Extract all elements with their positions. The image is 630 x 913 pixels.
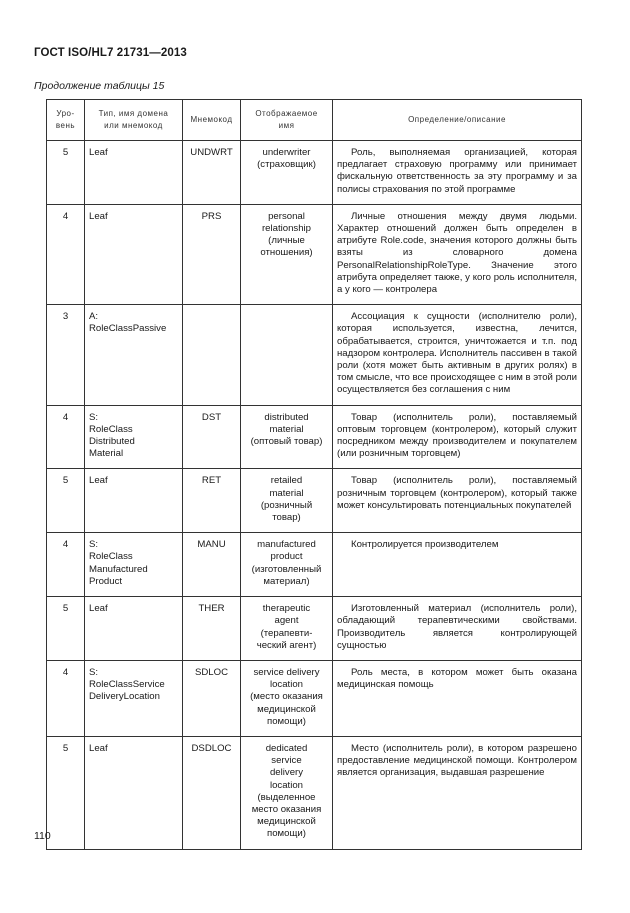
- cell-display-name: manufactured product (изготовленный материал): [241, 533, 333, 597]
- cell-definition: [333, 660, 582, 736]
- cell-domain: Leaf: [85, 597, 183, 661]
- cell-level: 4: [47, 204, 85, 304]
- table-row: [47, 305, 582, 405]
- cell-domain: Leaf: [85, 141, 183, 205]
- cell-mnemonic: PRS: [183, 204, 241, 304]
- column-header-mnemonic: Мнемокод: [183, 100, 241, 141]
- cell-mnemonic: DSDLOC: [183, 736, 241, 849]
- cell-display-name: service delivery location (место оказания медицинской помощи): [241, 660, 333, 736]
- definition-text: Роль, выполняемая организацией, которая предлагает страховую программу или принимает фискальную ответственность за эту программу и за полисы страхования по этой программе: [337, 147, 577, 195]
- cell-domain: Leaf: [85, 204, 183, 304]
- cell-definition: [333, 533, 582, 597]
- cell-domain: Leaf: [85, 736, 183, 849]
- cell-level: 5: [47, 469, 85, 533]
- cell-domain: S: RoleClass Manufactured Product: [85, 533, 183, 597]
- cell-level: 4: [47, 660, 85, 736]
- cell-level: 5: [47, 141, 85, 205]
- cell-level: 4: [47, 405, 85, 469]
- cell-level: 3: [47, 305, 85, 405]
- cell-definition: [333, 405, 582, 469]
- table-caption: Продолжение таблицы 15: [34, 80, 165, 92]
- table-row: [47, 660, 582, 736]
- cell-domain: S: RoleClass Distributed Material: [85, 405, 183, 469]
- cell-level: 5: [47, 736, 85, 849]
- cell-display-name: retailed material (розничный товар): [241, 469, 333, 533]
- table-row: [47, 204, 582, 304]
- definition-text: Товар (исполнитель роли), поставляемый оптовым торговцем (контролером), который служит посредником между производителем и покупателем (или розничным торговцем): [337, 411, 577, 460]
- cell-mnemonic: SDLOC: [183, 660, 241, 736]
- table-row: [47, 469, 582, 533]
- cell-mnemonic: MANU: [183, 533, 241, 597]
- cell-definition: [333, 597, 582, 661]
- table-row: [47, 533, 582, 597]
- cell-display-name: [241, 305, 333, 405]
- cell-definition: [333, 469, 582, 533]
- column-header-display-name: Отображаемое имя: [241, 100, 333, 141]
- definition-text: Ассоциация к сущности (исполнителю роли), которая используется, известна, лечится, обрабатывается, строится, уничтожается и т.п. под надзором контролера. Исполнитель пассивен в такой роли (хотя может быть активным в других ролях) в том смысле, что все происходящее с ним в этой роли осуществляется без соглашения с ним: [337, 311, 577, 396]
- cell-display-name: distributed material (оптовый товар): [241, 405, 333, 469]
- cell-mnemonic: [183, 305, 241, 405]
- document-title: ГОСТ ISO/HL7 21731—2013: [34, 47, 187, 59]
- cell-domain: S: RoleClassService DeliveryLocation: [85, 660, 183, 736]
- column-header-definition: Определение/описание: [333, 100, 582, 141]
- cell-mnemonic: DST: [183, 405, 241, 469]
- table-header-row: [47, 100, 582, 141]
- table-row: [47, 736, 582, 849]
- page-number: 110: [34, 830, 51, 842]
- table-row: [47, 597, 582, 661]
- definition-text: Изготовленный материал (исполнитель роли), обладающий терапевтическими свойствами. Производитель является контролирующей сущностью: [337, 603, 577, 651]
- cell-level: 5: [47, 597, 85, 661]
- cell-definition: [333, 141, 582, 205]
- cell-domain: Leaf: [85, 469, 183, 533]
- column-header-level: Уро- вень: [47, 100, 85, 141]
- definition-text: Роль места, в котором может быть оказана медицинская помощь: [337, 666, 577, 691]
- cell-level: 4: [47, 533, 85, 597]
- definition-text: Место (исполнитель роли), в котором разрешено предоставление медицинской помощи. Контролером является организация, выдавшая разрешение: [337, 742, 577, 779]
- cell-definition: [333, 305, 582, 405]
- definitions-table: [46, 99, 582, 850]
- column-header-domain: Тип, имя домена или мнемокод: [85, 100, 183, 141]
- table-row: [47, 405, 582, 469]
- cell-definition: [333, 736, 582, 849]
- cell-definition: [333, 204, 582, 304]
- definition-text: Товар (исполнитель роли), поставляемый розничным торговцем (контролером), который также может консультировать потенциальных покупателей: [337, 475, 577, 511]
- cell-display-name: therapeutic agent (терапевти- ческий агент): [241, 597, 333, 661]
- definition-text: Контролируется производителем: [351, 539, 499, 551]
- cell-mnemonic: UNDWRT: [183, 141, 241, 205]
- table-row: [47, 141, 582, 205]
- cell-mnemonic: RET: [183, 469, 241, 533]
- cell-display-name: personal relationship (личные отношения): [241, 204, 333, 304]
- cell-mnemonic: THER: [183, 597, 241, 661]
- cell-domain: A: RoleClassPassive: [85, 305, 183, 405]
- cell-display-name: underwriter (страховщик): [241, 141, 333, 205]
- definition-text: Личные отношения между двумя людьми. Характер отношений должен быть определен в атрибуте Role.code, значения которого должны быть взяты из словарного домена PersonalRelationshipRoleType. Значение этого атрибута определяет также, у кого роль исполнителя, а у кого — контролера: [337, 210, 577, 296]
- cell-display-name: dedicated service delivery location (выделенное место оказания медицинской помощи): [241, 736, 333, 849]
